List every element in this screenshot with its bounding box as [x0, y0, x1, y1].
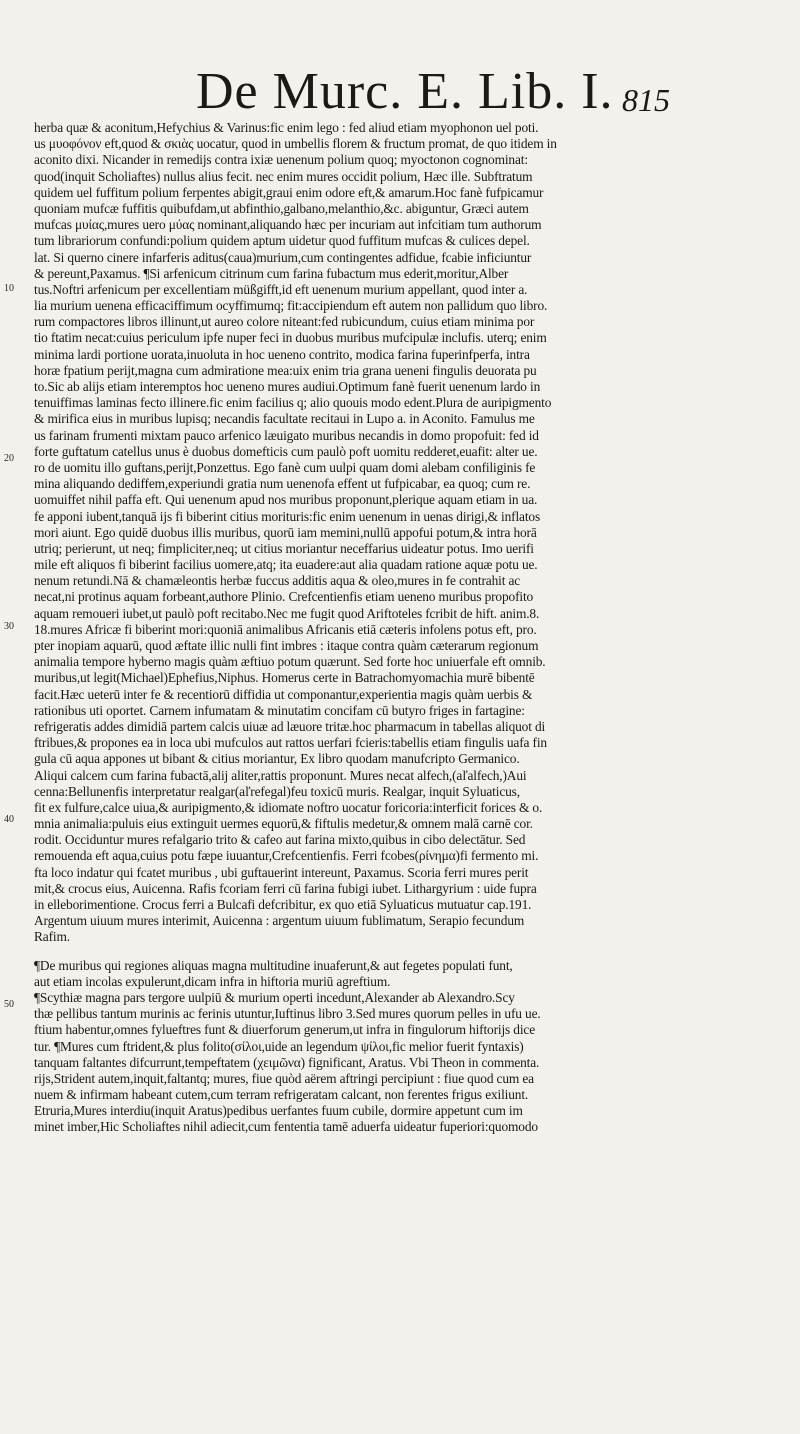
main-text-block — [34, 120, 656, 1136]
text-line: tus.Noftri arfenicum per excellentiam müßgifft,id eft uenenum murium appellant, quod inter a. — [34, 281, 528, 297]
paragraph-gap — [34, 946, 656, 958]
margin-number: 30 — [4, 621, 14, 632]
text-line: refrigeratis addes dimidiā partem calcis uiuæ ad læuore tritæ.hoc pharmacum in tabellas aliquot di — [34, 718, 546, 734]
margin-number: 40 — [4, 814, 14, 825]
text-line: minet imber,Hic Scholiaftes nihil adiecit,cum fententia tamē aduerfa uideatur fuperiori:quomodo — [34, 1119, 538, 1135]
text-line: tum librariorum confundi:polium quidem aptum uidetur quod fuffitum mufcas & culices depel. — [34, 233, 530, 249]
text-line: mufcas μυίας,mures uero μύας nominant,aliquando hæc per incuriam aut infcitiam tum authorum — [34, 217, 542, 233]
text-line: ftribues,& propones ea in loca ubi mufculos aut rattos uerfari fcieris:tabellis etiam fingulis uafa fin — [34, 735, 547, 751]
text-line: rijs,Strident autem,inquit,faltantq; mures, fiue quòd aërem aftringi percipiunt : fiue quod cum ea — [34, 1070, 534, 1086]
text-line: ¶Scythiæ magna pars tergore uulpiū & murium operti incedunt,Alexander ab Alexandro.Scy — [34, 989, 515, 1005]
margin-number: 10 — [4, 283, 14, 294]
text-line: lia murium uenena efficaciffimum ocyffimumq; fit:accipiendum eft autem non pallidum quo libro. — [34, 298, 548, 314]
text-line: necat,ni protinus aquam forbeant,authore Plinio. Crefcentienfis etiam ueneno muribus propofito — [34, 589, 534, 605]
text-line: mnia animalia:puluis eius extinguit uermes equorū,& fiftulis medetur,& omnem malā carnē cor. — [34, 816, 533, 832]
text-line: aut etiam incolas expulerunt,dicam infra in hiftoria muriū agreftium. — [34, 973, 391, 989]
text-line: ftium habentur,omnes fylueftres funt & diuerforum generum,ut infra in fingulorum hiftorijs dice — [34, 1022, 535, 1038]
text-line: gula cū aqua appones ut bibant & citius moriantur, Ex libro quodam manufcripto Germanico. — [34, 751, 520, 767]
text-line: uomuiffet nihil paffa eft. Qui uenenum apud nos muribus proponunt,plerique aquam etiam in ua. — [34, 492, 538, 508]
page-number: 815 — [622, 82, 670, 118]
text-line: horæ fpatium perijt,magna cum admiratione mea:uix enim tria grana ueneni fingulis deuorata pu — [34, 362, 537, 378]
text-line: minima lardi portione uorata,inuoluta in hoc ueneno contrito, modica farina fuperinfperfa, intra — [34, 346, 530, 362]
text-line: mile eft aliquos fi biberint facilius uomere,atq; ita euadere:aut alia quadam ratione aquæ potu ue. — [34, 557, 538, 573]
text-line: rationibus uti oportet. Carnem infumatam & minutatim concifam cū butyro friges in fartagine: — [34, 702, 525, 718]
text-line: tur. ¶Mures cum ftrident,& plus folito(σίλοι,uide an legendum ψίλοι,fic melior fuerit fyntaxis) — [34, 1038, 524, 1054]
text-line: to.Sic ab alijs etiam interemptos hoc ueneno mures audiui.Optimum fanè fuerit uenenum lardo in — [34, 379, 541, 394]
running-head — [0, 62, 800, 122]
text-line: mori aiunt. Ego quidē duobus illis muribus, quorū iam memini,nullū appofui potum,& intra horā — [34, 524, 537, 540]
text-line: fta loco indatur qui fcatet muribus , ubi guftauerint intereunt, Paxamus. Scoria ferri mures perit — [34, 864, 529, 880]
text-line: cenna:Bellunenfis interpretatur realgar(aľrefegal)feu toxicū muris. Realgar, inquit Syluaticus, — [34, 783, 520, 799]
text-line: quod(inquit Scholiaftes) nullus alius fecit. nec enim mures occidit polium, Hæc ille. Subftratum — [34, 168, 533, 184]
text-line: quidem uel fuffitum polium ferpentes abigit,graui enim odore eft,& amarum.Hoc fanè fufpicamur — [34, 184, 544, 200]
text-line: nenum retundi.Nā & chamæleontis herbæ fuccus additis aqua & oleo,mures in fe contrahit ac — [34, 573, 521, 589]
text-line: & pereunt,Paxamus. ¶Si arfenicum citrinum cum farina fubactum mus ederit,moritur,Alber — [34, 265, 509, 281]
text-line: herba quæ & aconitum,Hefychius & Varinus:fic enim lego : fed aliud etiam myophonon uel poti. — [34, 120, 539, 135]
text-line: mina aliquando dediffem,experiundi gratia num uenenofa effent ut fufpicabar, ea quoq; cum re. — [34, 476, 531, 492]
text-line: rum compactores libros illinunt,ut aureo colore niteant:fed rubicundum, cuius etiam minima por — [34, 314, 535, 330]
text-line: ¶De muribus qui regiones aliquas magna multitudine inuaferunt,& aut fegetes populati funt, — [34, 957, 513, 973]
text-line: pter inopiam aquarū, quod æftate illic nulli fint imbres : itaque contra quàm cæterarum regionum — [34, 638, 539, 653]
text-line: fe apponi iubent,tanquā ijs fi biberint citius morituris:fic enim uenenum in uenas dirigi,& inflatos — [34, 508, 541, 524]
text-line: Argentum uiuum mures interimit, Auicenna : argentum uiuum fublimatum, Serapio fecundum — [34, 913, 525, 929]
text-line: Aliqui calcem cum farina fubactā,alij aliter,rattis proponunt. Mures necat alfech,(aľalfech,)Aui — [34, 767, 527, 783]
text-line: us μυοφόνον eft,quod & σκιὰς uocatur, quod in umbellis florem & fructum promat, de quo itidem in — [34, 136, 557, 152]
text-line: muribus,ut legit(Michael)Ephefius,Niphus. Homerus certe in Batrachomyomachia murē bibentē — [34, 670, 535, 686]
text-line: thæ pellibus tantum murinis ac ferinis utuntur,Iuftinus libro 3.Sed mures quorum pelles in ufu ue. — [34, 1006, 541, 1022]
text-line: animalia tempore hyberno magis quàm æftiuo potum quærunt. Sed forte hoc uniuerfale eft omnib. — [34, 654, 546, 670]
text-line: aquam remoueri iubet,ut paulò poft recitabo.Nec me fugit quod Ariftoteles fcribit de hift. anim.8. — [34, 605, 540, 621]
text-line: facit.Hæc ueterū inter fe & recentiorū diffidia ut componantur,experientia magis quàm uerbis & — [34, 686, 533, 702]
text-line: 18.mures Africæ fi biberint mori:quoniā animalibus Africanis etiā cæteris infolens potus eft, pro. — [34, 621, 537, 637]
text-line: mit,& crocus eius, Auicenna. Rafis fcoriam ferri cū farina fubigi iubet. Lithargyrium : uide fupra — [34, 880, 537, 896]
text-line: tanquam faltantes difcurrunt,tempeftatem (χειμῶνα) fignificant, Aratus. Vbi Theon in commenta. — [34, 1054, 540, 1070]
text-line: tio ftatim necat:cuius periculum ipfe nuper feci in duobus muribus mufcipulæ inclufis. uterq; enim — [34, 330, 547, 346]
text-line: lat. Si querno cinere infarferis aditus(caua)murium,cum contingentes adfidue, fcabie inficiuntur — [34, 249, 532, 265]
text-line: quoniam mufcæ fuffitis quibufdam,ut abfinthio,galbano,melanthio,&c. abiguntur, Græci autem — [34, 200, 529, 216]
text-line: Etruria,Mures interdiu(inquit Aratus)pedibus uerfantes fuum cubile, dormire appetunt cum im — [34, 1103, 523, 1119]
text-line: nuem & infirmam habeant cutem,cum terram refrigeratam calcant, non ferentes frigus exiliunt. — [34, 1087, 529, 1103]
margin-number: 20 — [4, 453, 14, 464]
text-line: us farinam frumenti mixtam pauco arfenico læuigato muribus necandis in domo propofuit: fed id — [34, 427, 539, 443]
text-line: rodit. Occiduntur mures refalgario trito & cafeo aut farina mixto,quibus in cibo delectātur. Sed — [34, 832, 526, 848]
text-line: ro de uomitu illo guftans,perijt,Ponzettus. Ego fanè cum uulpi quam domi alebam confiliginis fe — [34, 459, 536, 475]
text-line: remouenda eft aqua,cuius potu fæpe iuuantur,Crefcentienfis. Ferri fcobes(ρίνημα)fi fermento mi. — [34, 848, 539, 864]
text-line: forte guftatum catellus unus è duobus domefticis cum paulò poft uomitu redderet,euafit: alter ue. — [34, 443, 538, 459]
paragraph — [34, 958, 656, 1136]
running-title: De Murc. E. Lib. I. — [196, 63, 614, 120]
text-line: aconito dixi. Nicander in remedijs contra ixiæ uenenum polium quoq; myoctonon cognominat: — [34, 152, 528, 168]
text-line: in elleborimentione. Crocus ferri a Bulcafi defcribitur, ex quo etiā Syluaticus mutuatur cap.191. — [34, 897, 532, 912]
text-line: tenuiffimas laminas fecto illinere.fic enim facilius q; alio quouis modo edent.Plura de auripigmento — [34, 395, 552, 411]
paragraph — [34, 120, 656, 946]
text-line: utriq; perierunt, ut neq; fimpliciter,neq; ut citius moriantur neceffarius uideatur potus. Imo uerifi — [34, 540, 534, 556]
text-line: & mirifica eius in muribus lupisq; necandis facultate recitaui in Lupo a. in Aconito. Famulus me — [34, 411, 535, 427]
margin-number: 50 — [4, 999, 14, 1010]
text-line: fit ex fulfure,calce uiua,& auripigmento,& idiomate noftro uocatur foricoria:interficit forices & o. — [34, 799, 543, 815]
text-line: Rafim. — [34, 929, 70, 945]
